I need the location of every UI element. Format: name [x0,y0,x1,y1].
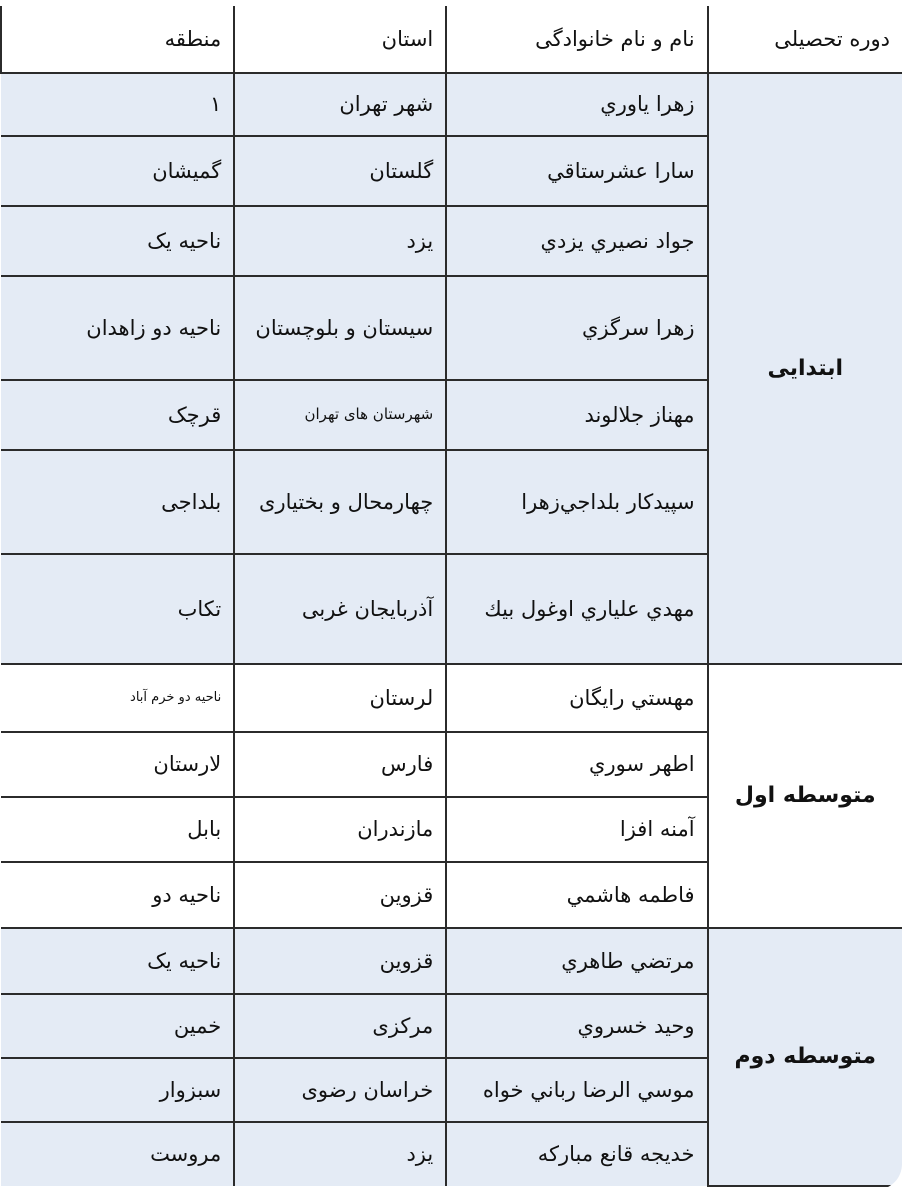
region-cell: بابل [1,797,234,862]
province-cell: خراسان رضوی [234,1058,446,1122]
name-cell: زهرا سرگزي [446,276,707,380]
region-cell: گمیشان [1,136,234,206]
region-cell: قرچک [1,380,234,450]
province-cell: گلستان [234,136,446,206]
region-cell: ناحیه دو خرم آباد [1,664,234,732]
name-cell: خديجه قانع مباركه [446,1122,707,1186]
region-cell: سبزوار [1,1058,234,1122]
table-header-row [1,6,902,73]
table-row [1,73,902,136]
name-cell: مهناز جلالوند [446,380,707,450]
name-cell: آمنه افزا [446,797,707,862]
name-cell: فاطمه هاشمي [446,862,707,928]
header-region: منطقه [1,6,234,73]
region-cell: ناحیه دو زاهدان [1,276,234,380]
name-cell: مهستي رايگان [446,664,707,732]
header-province: استان [234,6,446,73]
name-cell: جواد نصيري يزدي [446,206,707,276]
name-cell: سپيدكار بلداجي‌زهرا [446,450,707,554]
province-cell: سیستان و بلوچستان [234,276,446,380]
province-cell: قزوین [234,862,446,928]
province-cell: یزد [234,1122,446,1186]
name-cell: مرتضي طاهري [446,928,707,994]
name-cell: اطهر سوري [446,732,707,797]
region-cell: ناحیه یک [1,928,234,994]
name-cell: وحيد خسروي [446,994,707,1058]
level-cell: متوسطه اول [708,664,902,928]
table-row [1,928,902,994]
province-cell: آذربایجان غربی [234,554,446,664]
province-cell: چهارمحال و بختیاری [234,450,446,554]
table-row [1,664,902,732]
region-cell: تکاب [1,554,234,664]
header-name: نام و نام خانوادگی [446,6,707,73]
region-cell: ۱ [1,73,234,136]
province-cell: یزد [234,206,446,276]
name-cell: موسي الرضا رباني خواه [446,1058,707,1122]
region-cell: مروست [1,1122,234,1186]
name-cell: مهدي علياري اوغول بيك [446,554,707,664]
name-cell: زهرا ياوري [446,73,707,136]
level-cell: ابتدایی [708,73,902,664]
region-cell: بلداجی [1,450,234,554]
level-cell: متوسطه دوم [708,928,902,1186]
province-cell: شهرستان های تهران [234,380,446,450]
province-cell: مرکزی [234,994,446,1058]
province-cell: شهر تهران [234,73,446,136]
province-cell: مازندران [234,797,446,862]
header-level: دوره تحصیلی [708,6,902,73]
region-cell: خمین [1,994,234,1058]
region-cell: لارستان [1,732,234,797]
province-cell: لرستان [234,664,446,732]
province-cell: قزوین [234,928,446,994]
region-cell: ناحیه یک [1,206,234,276]
region-cell: ناحیه دو [1,862,234,928]
name-cell: سارا عشرستاقي [446,136,707,206]
teachers-table [0,6,902,1187]
province-cell: فارس [234,732,446,797]
